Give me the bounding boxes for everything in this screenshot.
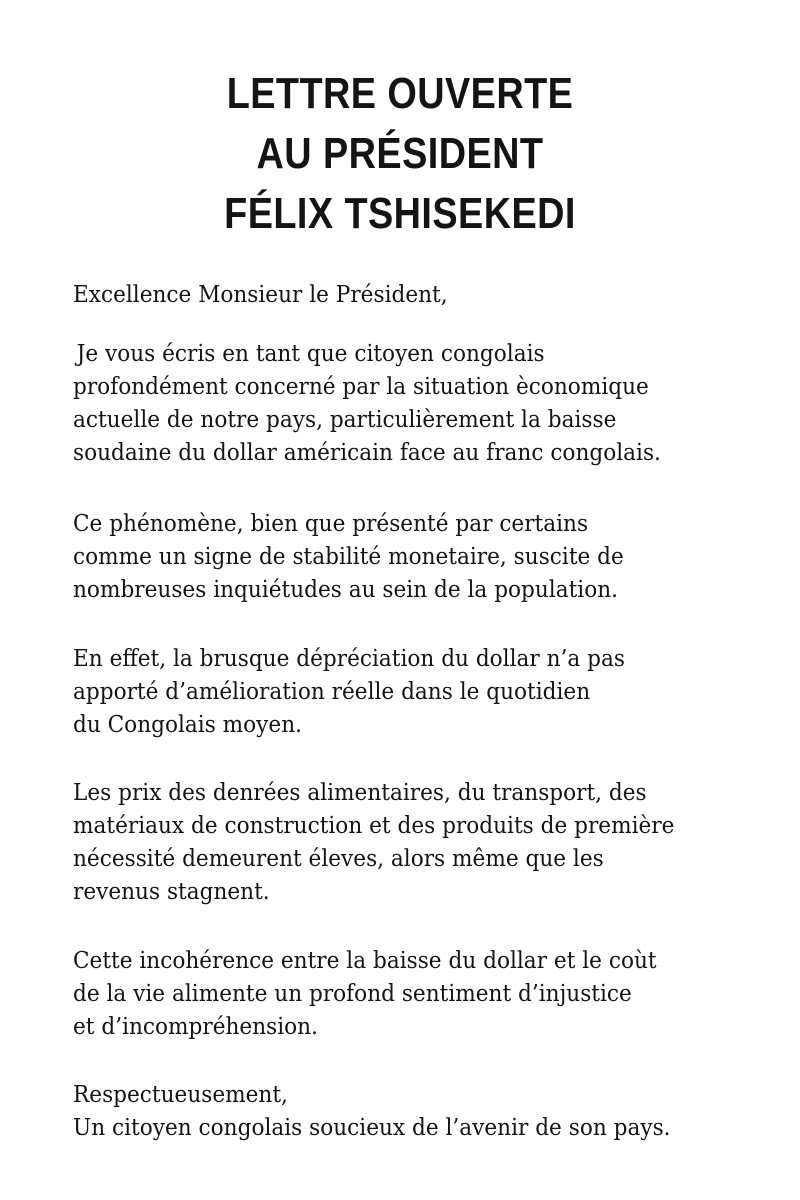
text-line: actuelle de notre pays, particulièrement la baisse [73,405,617,433]
text-line: revenus stagnent. [73,877,270,905]
text-line: apporté d’amélioration réelle dans le quotidien [73,677,591,705]
text-line: nécessité demeurent éleves, alors même que les [73,844,604,872]
text-line: profondément concerné par la situation èconomique [73,372,649,400]
title-line: FÉLIX TSHISEKEDI [224,189,576,238]
text-line: nombreuses inquiétudes au sein de la population. [73,575,619,603]
signature-line: Un citoyen congolais soucieux de l’avenir de son pays. [73,1113,671,1141]
title-line: LETTRE OUVERTE [226,69,574,118]
salutation [73,278,717,311]
text-line: Ce phénomène, bien que présenté par certains [73,509,589,537]
text-line: matériaux de construction et des produits de première [73,811,675,839]
letter-title [56,64,744,244]
text-line: comme un signe de stabilité monetaire, suscite de [73,542,624,570]
paragraph-2 [73,507,717,606]
closing [73,1078,717,1144]
text-line: et d’incompréhension. [73,1012,318,1040]
text-line: de la vie alimente un profond sentiment d’injustice [73,979,632,1007]
paragraph-3 [73,642,717,741]
paragraph-1 [73,337,717,469]
text-line: Les prix des denrées alimentaires, du transport, des [73,778,647,806]
salutation-line: Excellence Monsieur le Président, [73,280,448,308]
text-line: du Congolais moyen. [73,710,302,738]
paragraph-5 [73,944,717,1043]
text-line: En effet, la brusque dépréciation du dollar n’a pas [73,644,625,672]
closing-line: Respectueusement, [73,1080,288,1108]
text-line: Je vous écris en tant que citoyen congolais [76,339,545,367]
text-line: Cette incohérence entre la baisse du dollar et le coùt [73,946,657,974]
text-line: soudaine du dollar américain face au franc congolais. [73,438,661,466]
paragraph-4 [73,776,717,908]
title-line: AU PRÉSIDENT [256,129,544,178]
